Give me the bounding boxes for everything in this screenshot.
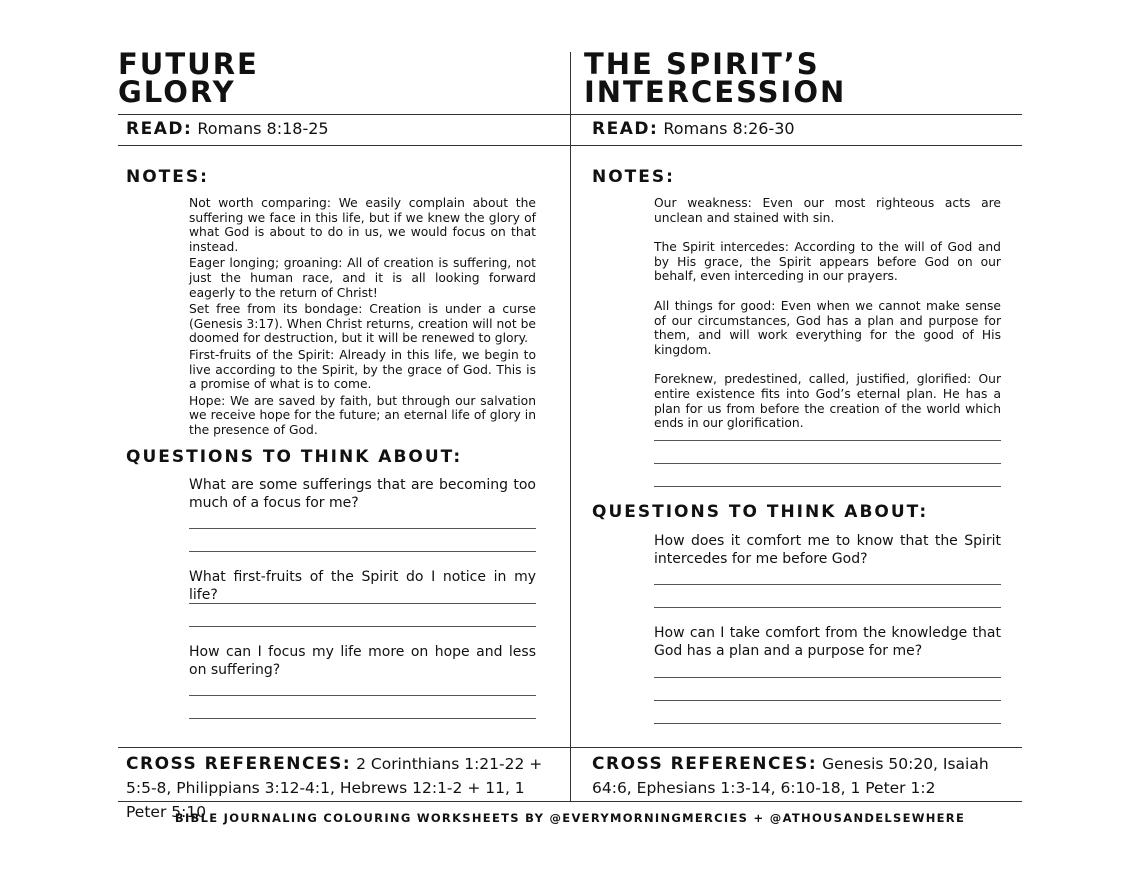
left-title: FUTURE GLORY [118, 47, 259, 109]
left-read-label: READ: [126, 119, 193, 139]
left-read [126, 119, 329, 139]
read-rule [118, 145, 1022, 146]
left-note: Eager longing; groaning: All of creation is suffering, not just the human race, and it is all looking forward eagerly to the return of Christ! [189, 256, 536, 300]
right-questions-label: QUESTIONS TO THINK ABOUT: [592, 502, 929, 522]
right-read [592, 119, 795, 139]
left-note: Not worth comparing: We easily complain about the suffering we face in this life, but if we knew the glory of what God is about to do in us, we would focus on that instead. [189, 196, 536, 254]
writing-line[interactable] [654, 486, 1001, 487]
answer-line[interactable] [654, 700, 1001, 701]
answer-line[interactable] [654, 723, 1001, 724]
answer-line[interactable] [654, 584, 1001, 585]
left-cross-refs: 2 Corinthians 1:21-22 + 5:5-8, Philippians 3:12-4:1, Hebrews 12:1-2 + 11, 1 Peter 5:10 [126, 755, 543, 821]
answer-line[interactable] [189, 528, 536, 529]
left-questions-label: QUESTIONS TO THINK ABOUT: [126, 447, 463, 467]
right-note: All things for good: Even when we cannot make sense of our circumstances, God has a plan and purpose for them, and will work everything for the good of His kingdom. [654, 298, 1001, 357]
left-question: What first-fruits of the Spirit do I notice in my life? [189, 569, 536, 603]
left-question: What are some sufferings that are becoming too much of a focus for me? [189, 477, 536, 511]
left-notes [189, 196, 536, 438]
right-note: Our weakness: Even our most righteous acts are unclean and stained with sin. [654, 196, 1001, 225]
answer-line[interactable] [654, 677, 1001, 678]
answer-line[interactable] [189, 603, 536, 604]
right-notes [654, 196, 1001, 431]
right-question: How can I take comfort from the knowledge that God has a plan and a purpose for me? [654, 625, 1001, 659]
writing-line[interactable] [654, 463, 1001, 464]
right-cross-label: CROSS REFERENCES: [592, 754, 818, 774]
left-question: How can I focus my life more on hope and less on suffering? [189, 644, 536, 678]
left-notes-label: NOTES: [126, 167, 209, 187]
right-notes-label: NOTES: [592, 167, 675, 187]
right-read-ref: Romans 8:26-30 [663, 119, 795, 138]
left-read-ref: Romans 8:18-25 [197, 119, 329, 138]
left-note: Hope: We are saved by faith, but through our salvation we receive hope for the future; an eternal life of glory in the presence of God. [189, 393, 536, 437]
title-rule [118, 114, 1022, 115]
right-cross-references [592, 752, 1012, 800]
left-note: Set free from its bondage: Creation is under a curse (Genesis 3:17). When Christ returns, creation will not be doomed for destruction, but it will be renewed to glory. [189, 302, 536, 346]
right-read-label: READ: [592, 119, 659, 139]
right-question: How does it comfort me to know that the Spirit intercedes for me before God? [654, 533, 1001, 567]
answer-line[interactable] [189, 695, 536, 696]
footer-credit: BIBLE JOURNALING COLOURING WORKSHEETS BY @EVERYMORNINGMERCIES + @ATHOUSANDELSEWHERE [174, 811, 966, 825]
answer-line[interactable] [654, 607, 1001, 608]
writing-line[interactable] [654, 440, 1001, 441]
right-note: The Spirit intercedes: According to the will of God and by His grace, the Spirit appears before God on our behalf, even interceding in our prayers. [654, 240, 1001, 284]
left-note: First-fruits of the Spirit: Already in this life, we begin to live according to the Spirit, by the grace of God. This is a promise of what is to come. [189, 347, 536, 392]
right-title: THE SPIRIT’S INTERCESSION [584, 47, 847, 109]
center-divider [570, 52, 571, 802]
answer-line[interactable] [189, 551, 536, 552]
right-cross-refs: Genesis 50:20, Isaiah 64:6, Ephesians 1:3-14, 6:10-18, 1 Peter 1:2 [592, 755, 989, 797]
answer-line[interactable] [189, 718, 536, 719]
answer-line[interactable] [189, 626, 536, 627]
cross-top-rule [118, 747, 1022, 748]
right-note: Foreknew, predestined, called, justified, glorified: Our entire existence fits into God’s eternal plan. He has a plan for us from before the creation of the world which ends in our glorification. [654, 372, 1001, 431]
left-cross-label: CROSS REFERENCES: [126, 754, 352, 774]
